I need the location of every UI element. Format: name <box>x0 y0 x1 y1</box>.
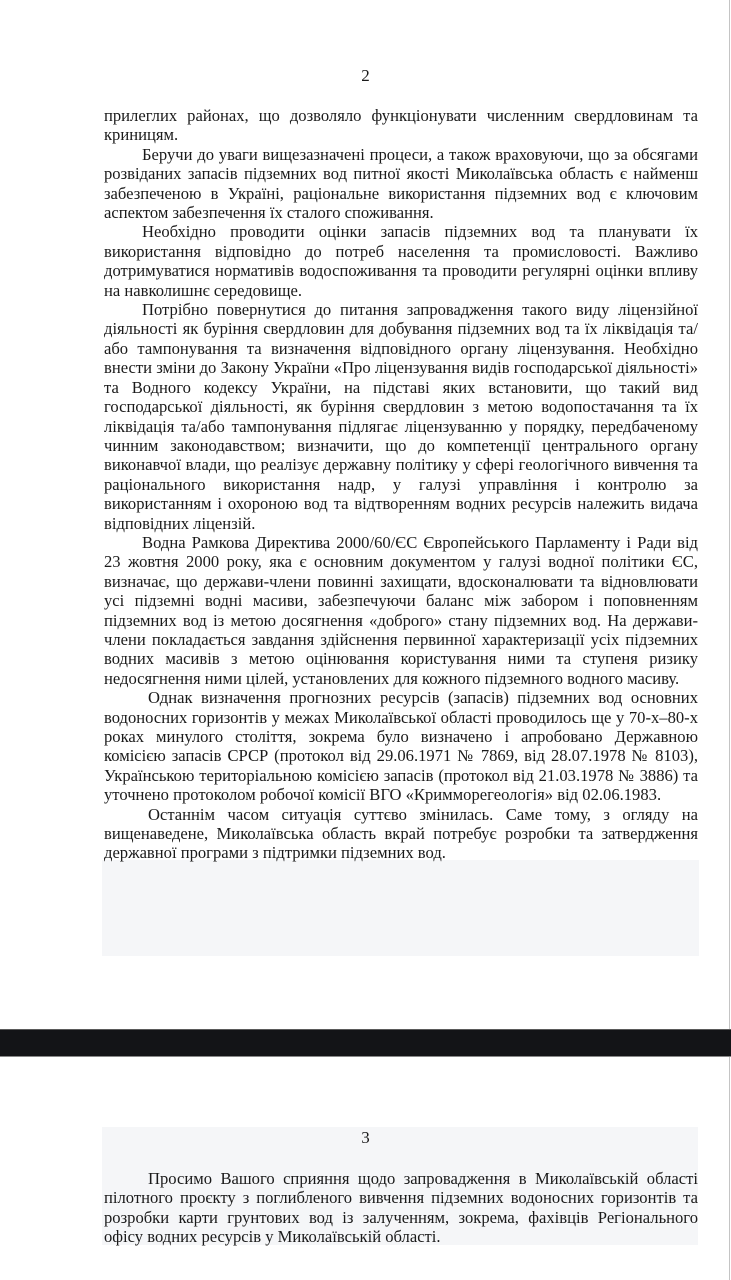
paragraph: Беручи до уваги вищезазначені процеси, а також враховуючи, що за обсягами розвіданих запасів підземних вод питної якості Миколаївська область є найменш забезпеченою в Україні, раціональне використання підземних вод є ключовим аспектом забезпечення їх сталого споживання. <box>104 144 698 223</box>
page-number-3: 3 <box>361 1128 370 1147</box>
paragraph: Просимо Вашого сприяння щодо запровадження в Миколаївській області пілотного проєкту з поглибленого вивчення підземних водоносних горизонтів та розробки карти грунтових вод із залученням, зокрема, фахівців Регіонального офісу водних ресурсів у Миколаївській області. <box>104 1169 698 1247</box>
paragraph: прилеглих районах, що дозволяло функціонувати численним свердловинам та криницям. <box>104 106 698 145</box>
paragraph: Однак визначення прогнозних ресурсів (запасів) підземних вод основних водоносних горизонтів у межах Миколаївської області проводилось ще у 70-х–80-х роках минулого століття, зокрема було визначено і апробовано Державною комісією запасів СРСР (протокол від 29.06.1971 № 7869, від 28.07.1978 № 8103), Українською територіальною комісією запасів (протокол від 21.03.1978 № 3886) та уточнено протоколом робочої комісії ВГО «Кримморегеологія» від 02.06.1983. <box>104 688 698 805</box>
paragraph: Останнім часом ситуація суттєво змінилась. Саме тому, з огляду на вищенаведене, Миколаївська область вкрай потребує розробки та затвердження державної програми з підтримки підземних вод. <box>104 804 698 863</box>
viewer-edge-line <box>729 0 730 1280</box>
paragraph: Потрібно повернутися до питання запровадження такого виду ліцензійної діяльності як буріння свердловин для добування підземних вод та їх ліквідація та/або тампонування та визначення відповідного органу ліцензування. Необхідно внести зміни до Закону України «Про ліцензування видів господарської діяльності» та Водного кодексу України, на підставі яких встановити, що такий вид господарської діяльності, як буріння свердловин з метою водопостачання та їх ліквідація та/або тампонування підлягає ліцензуванню у порядку, передбаченому чинним законодавством; визначити, що до компетенції центрального органу виконавчої влади, що реалізує державну політику у сфері геологічного вивчення та раціонального використання надр, у галузі управління і контролю за використанням і охороною вод та відтворенням водних ресурсів належить видача відповідних ліцензій. <box>104 300 698 533</box>
page-2-body <box>104 106 698 863</box>
paragraph: Необхідно проводити оцінки запасів підземних вод та планувати їх використання відповідно до потреб населення та промисловості. Важливо дотримуватися нормативів водоспоживання та проводити регулярні оцінки впливу на навколишнє середовище. <box>104 222 698 300</box>
paragraph: Водна Рамкова Директива 2000/60/ЄС Європейського Парламенту і Ради від 23 жовтня 2000 року, яка є основним документом у галузі водної політики ЄС, визначає, що держави-члени повинні захищати, вдосконалювати та відновлювати усі підземні водні масиви, забезпечуючи баланс між забором і поповненням підземних вод із метою досягнення «доброго» стану підземних вод. На держави-члени покладається завдання здійснення первинної характеризації усіх підземних водних масивів з метою оцінювання користування ними та ступеня ризику недосягнення ними цілей, установлених для кожного підземного водного масиву. <box>104 532 698 688</box>
page-separator <box>0 1029 731 1057</box>
page-3-body <box>104 1169 698 1247</box>
page-number-2: 2 <box>361 66 370 85</box>
highlight-region <box>102 860 699 956</box>
